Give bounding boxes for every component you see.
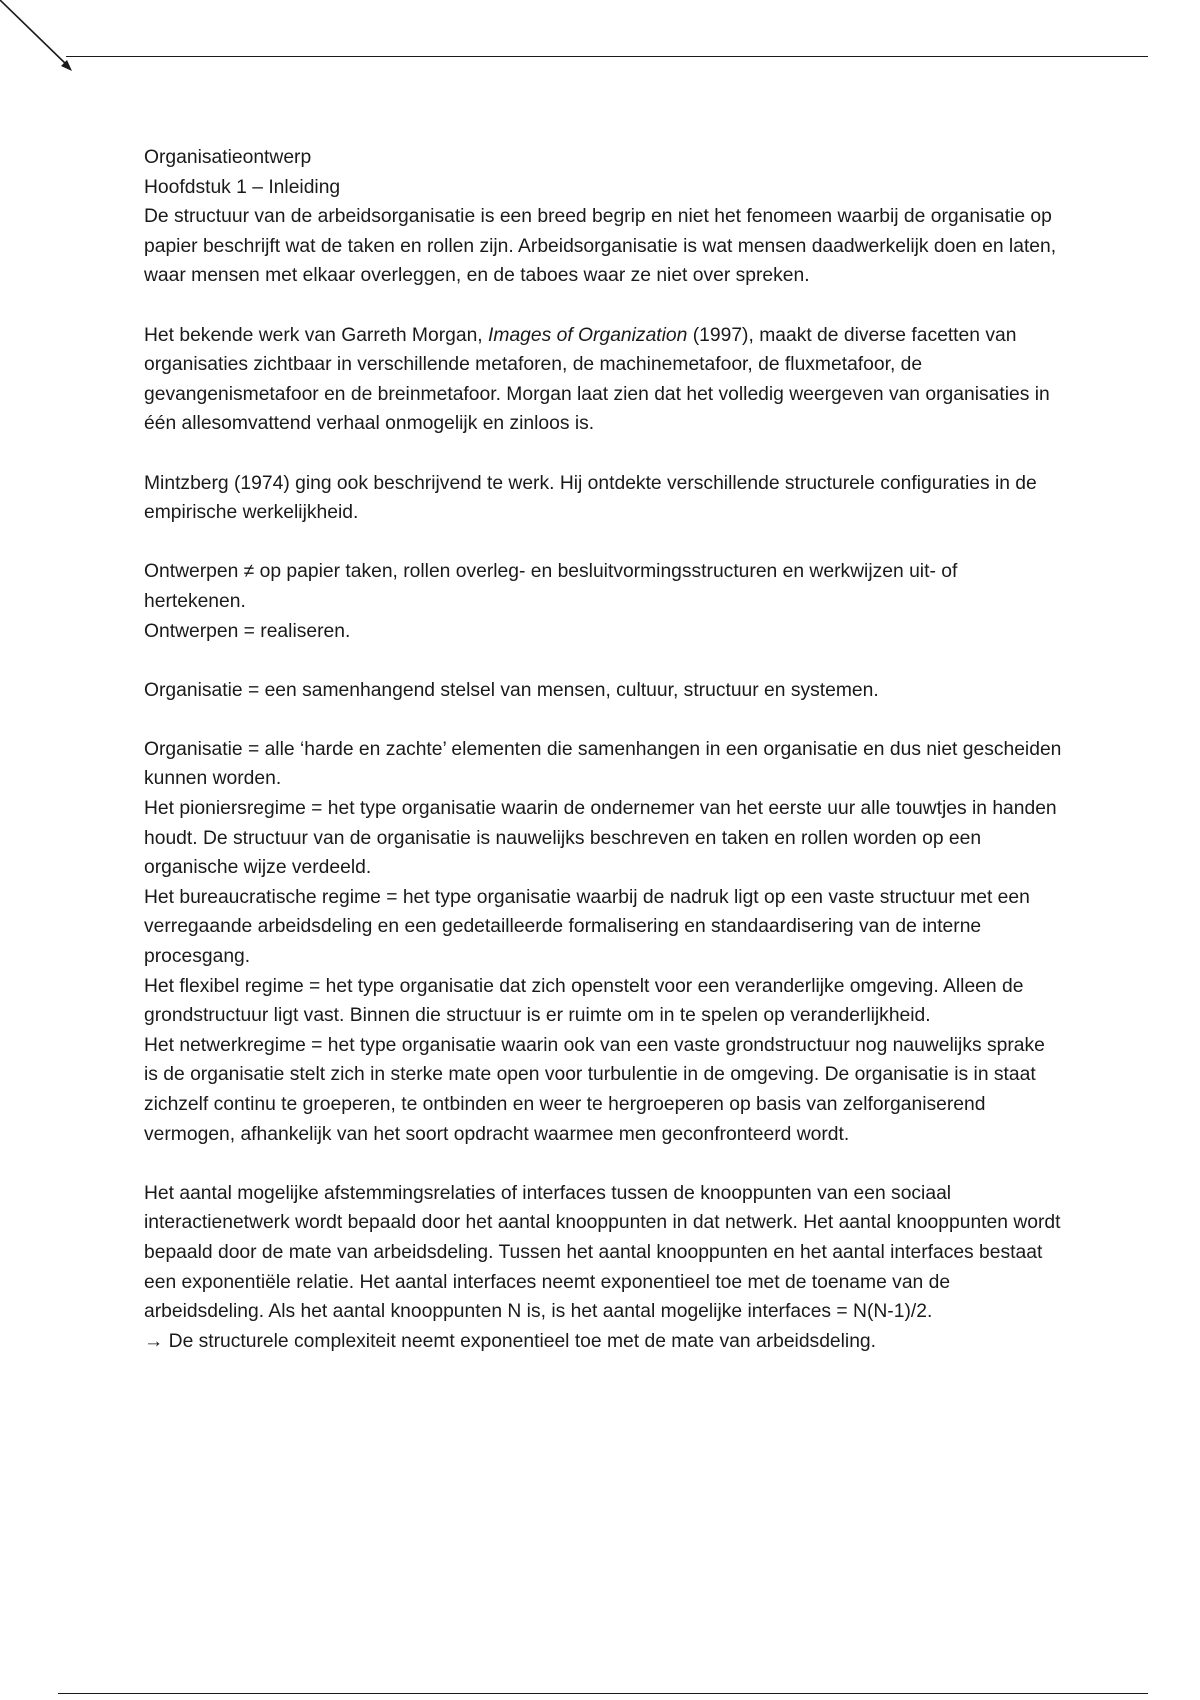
morgan-paragraph — [144, 321, 1064, 439]
intro-paragraph: De structuur van de arbeidsorganisatie is een breed begrip en niet het fenomeen waarbij de organisatie op papier beschrijft wat de taken en rollen zijn. Arbeidsorganisatie is wat mensen daadwerkelijk doen en laten, waar mensen met elkaar overleggen, en de taboes waar ze niet over spreken. — [144, 206, 1057, 287]
morgan-text-start: Het bekende werk van Garreth Morgan, — [144, 324, 489, 346]
definition-ontwerpen-eq: Ontwerpen = realiseren. — [144, 620, 351, 642]
definition-ontwerpen-neq: Ontwerpen ≠ op papier taken, rollen overleg- en besluitvormingsstructuren en werkwijzen uit- of hertekenen. — [144, 561, 958, 612]
conclusion-line: → De structurele complexiteit neemt exponentieel toe met de mate van arbeidsdeling. — [144, 1330, 877, 1352]
header-rule — [66, 56, 1148, 57]
definition-organisatie-1: Organisatie = een samenhangend stelsel van mensen, cultuur, structuur en systemen. — [144, 679, 879, 701]
definition-flexibel-regime: Het flexibel regime = het type organisatie dat zich openstelt voor een veranderlijke omgeving. Alleen de grondstructuur ligt vast. Binnen die structuur is er ruimte om in te spelen op veranderlijkheid. — [144, 975, 1024, 1027]
definition-pioniersregime: Het pioniersregime = het type organisatie waarin de ondernemer van het eerste uur alle touwtjes in handen houdt. De structuur van de organisatie is nauwelijks beschreven en taken en rollen worden op een organische wijze verdeeld. — [144, 798, 1057, 879]
morgan-text-end: (1997), maakt de diverse facetten van organisaties zichtbaar in verschillende metaforen, de machinemetafoor, de fluxmetafoor, de gevangenismetafoor en de breinmetafoor. Morgan laat zien dat het volledig weergeven van organisaties in één allesomvattend verhaal onmogelijk en zinloos is. — [144, 324, 1050, 435]
chapter-heading: Hoofdstuk 1 – Inleiding — [144, 176, 341, 198]
document-title: Organisatieontwerp — [144, 147, 312, 168]
book-title: Images of Organization — [488, 324, 688, 346]
footer-rule — [58, 1693, 1148, 1694]
definition-bureaucratisch-regime: Het bureaucratische regime = het type organisatie waarbij de nadruk ligt op een vaste structuur met een verregaande arbeidsdeling en een gedetailleerde formalisering en standaardisering van de interne procesgang. — [144, 886, 1030, 968]
definition-netwerkregime: Het netwerkregime = het type organisatie waarin ook van een vaste grondstructuur nog nauwelijks sprake is de organisatie stelt zich in sterke mate open voor turbulentie in de omgeving. De organisatie is in staat zichzelf continu te groeperen, te ontbinden en weer te hergroeperen op basis van zelforganiserend vermogen, afhankelijk van het soort opdracht waarmee men geconfronteerd wordt. — [144, 1034, 1045, 1145]
document-body — [144, 143, 1064, 1356]
corner-arrow-icon — [0, 0, 80, 80]
mintzberg-paragraph: Mintzberg (1974) ging ook beschrijvend te werk. Hij ontdekte verschillende structurele configuraties in de empirische werkelijkheid. — [144, 472, 1037, 524]
definition-organisatie-2: Organisatie = alle ‘harde en zachte’ elementen die samenhangen in een organisatie en dus niet gescheiden kunnen worden. — [144, 738, 1062, 790]
interfaces-paragraph: Het aantal mogelijke afstemmingsrelaties of interfaces tussen de knooppunten van een sociaal interactienetwerk wordt bepaald door het aantal knooppunten in dat netwerk. Het aantal knooppunten wordt bepaald door de mate van arbeidsdeling. Tussen het aantal knooppunten en het aantal interfaces bestaat een exponentiële relatie. Het aantal interfaces neemt exponentieel toe met de toename van de arbeidsdeling. Als het aantal knooppunten N is, is het aantal mogelijke interfaces = N(N-1)/2. — [144, 1182, 1061, 1323]
